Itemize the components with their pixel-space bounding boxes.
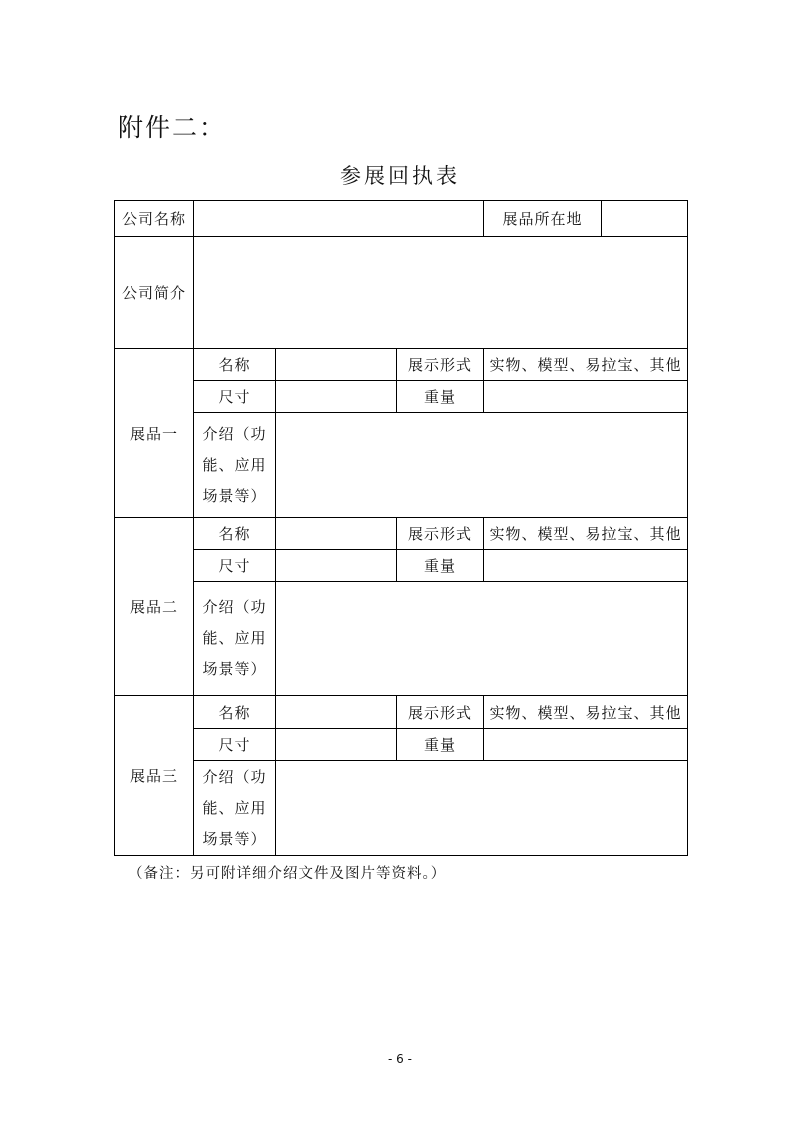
exhibit-3-intro-field[interactable]: [276, 761, 688, 856]
company-profile-field[interactable]: [194, 237, 688, 349]
exhibit-2-name-label: 名称: [194, 518, 276, 550]
exhibit-1-intro-line-3: 场景等）: [202, 486, 267, 505]
exhibit-1-size-label: 尺寸: [194, 381, 276, 413]
exhibit-2-intro-line-2: 能、应用: [202, 629, 267, 647]
exhibit-3-intro-line-1: 介绍（功: [202, 767, 267, 786]
exhibit-2-label: 展品二: [115, 518, 194, 696]
exhibit-2-weight-label: 重量: [397, 550, 484, 582]
exhibition-reply-form: [114, 200, 688, 856]
exhibit-3-form-label: 展示形式: [397, 696, 484, 729]
exhibit-2-intro-line-1: 介绍（功: [202, 598, 267, 616]
exhibit-location-field[interactable]: [602, 201, 688, 237]
exhibit-2-form-options[interactable]: 实物、模型、易拉宝、其他: [484, 518, 688, 550]
exhibit-3-weight-field[interactable]: [484, 729, 688, 761]
exhibit-3-intro-line-3: 场景等）: [202, 829, 267, 848]
exhibit-2-intro-label: [194, 582, 276, 696]
exhibit-3-label: 展品三: [115, 696, 194, 856]
footnote: （备注：另可附详细介绍文件及图片等资料。）: [128, 866, 447, 882]
exhibit-1-intro-field[interactable]: [276, 413, 688, 518]
exhibit-1-intro-line-1: 介绍（功: [202, 424, 267, 443]
exhibit-2-name-field[interactable]: [276, 518, 397, 550]
exhibit-2-size-field[interactable]: [276, 550, 397, 582]
exhibit-1-form-label: 展示形式: [397, 349, 484, 381]
exhibit-2-size-label: 尺寸: [194, 550, 276, 582]
form-title: 参展回执表: [340, 164, 460, 188]
exhibit-location-label: 展品所在地: [484, 201, 602, 237]
company-name-field[interactable]: [194, 201, 484, 237]
exhibit-1-label: 展品一: [115, 349, 194, 518]
exhibit-1-intro-label: [194, 413, 276, 518]
exhibit-1-size-field[interactable]: [276, 381, 397, 413]
page-number: - 6 -: [388, 1052, 412, 1066]
exhibit-1-name-label: 名称: [194, 349, 276, 381]
exhibit-2-intro-field[interactable]: [276, 582, 688, 696]
exhibit-3-intro-line-2: 能、应用: [202, 798, 267, 817]
exhibit-3-weight-label: 重量: [397, 729, 484, 761]
company-name-label: 公司名称: [115, 201, 194, 237]
exhibit-3-intro-label: [194, 761, 276, 856]
exhibit-1-form-options[interactable]: 实物、模型、易拉宝、其他: [484, 349, 688, 381]
exhibit-2-intro-line-3: 场景等）: [202, 660, 267, 678]
exhibit-3-size-label: 尺寸: [194, 729, 276, 761]
exhibit-1-weight-field[interactable]: [484, 381, 688, 413]
exhibit-3-size-field[interactable]: [276, 729, 397, 761]
exhibit-3-name-field[interactable]: [276, 696, 397, 729]
exhibit-1-name-field[interactable]: [276, 349, 397, 381]
exhibit-2-form-label: 展示形式: [397, 518, 484, 550]
exhibit-1-weight-label: 重量: [397, 381, 484, 413]
company-profile-label: 公司简介: [115, 237, 194, 349]
exhibit-3-name-label: 名称: [194, 696, 276, 729]
exhibit-3-form-options[interactable]: 实物、模型、易拉宝、其他: [484, 696, 688, 729]
exhibit-2-weight-field[interactable]: [484, 550, 688, 582]
attachment-label: 附件二：: [118, 113, 227, 142]
exhibit-1-intro-line-2: 能、应用: [202, 455, 267, 474]
